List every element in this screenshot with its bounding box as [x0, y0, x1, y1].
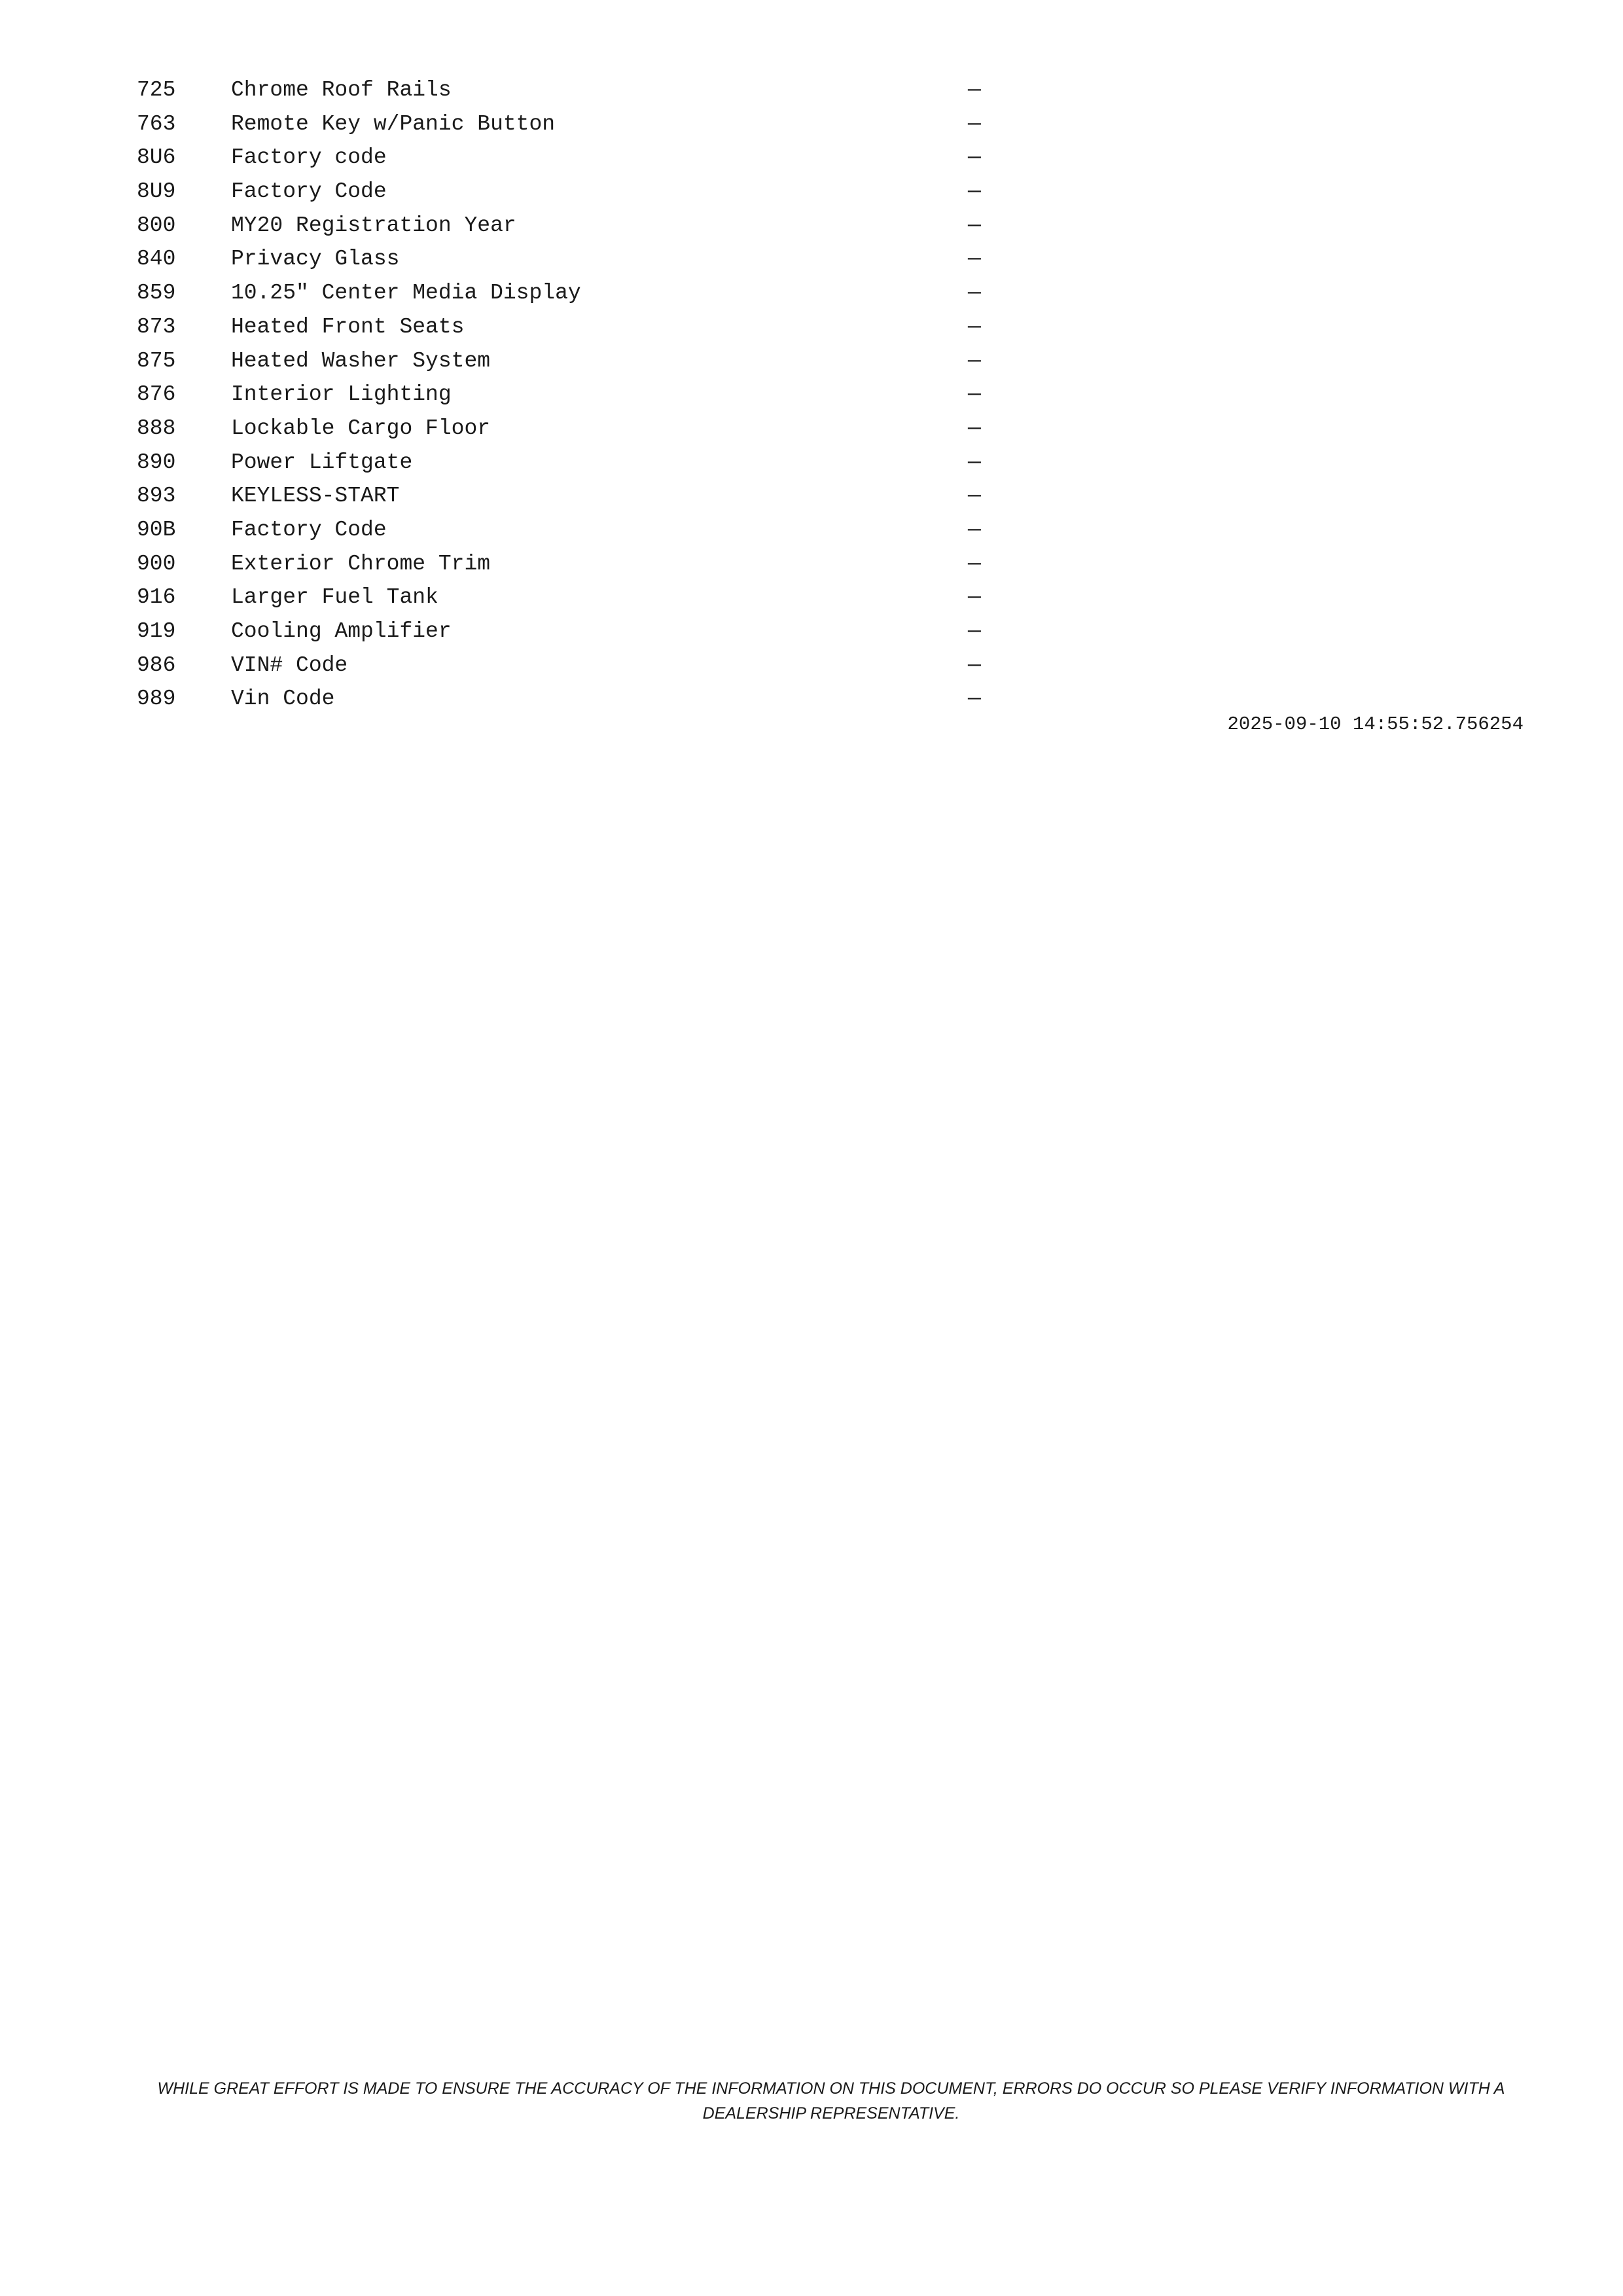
option-row: [137, 175, 988, 209]
option-price: —: [968, 348, 981, 373]
option-price: —: [968, 619, 981, 643]
option-code: 840: [137, 247, 176, 272]
option-code: 919: [137, 619, 176, 643]
option-row: [137, 378, 988, 412]
option-description: Power Liftgate: [231, 450, 413, 475]
option-row: [137, 310, 988, 344]
option-description: Cooling Amplifier: [231, 619, 452, 643]
option-description: 10.25" Center Media Display: [231, 281, 581, 306]
option-code: 986: [137, 653, 176, 677]
option-row: [137, 344, 988, 378]
option-price: —: [968, 78, 981, 102]
option-description: Privacy Glass: [231, 247, 400, 272]
option-code: 8U9: [137, 179, 176, 204]
option-description: Factory Code: [231, 179, 387, 204]
option-description: Chrome Roof Rails: [231, 78, 452, 102]
option-price: —: [968, 551, 981, 576]
option-price: —: [968, 585, 981, 610]
option-price: —: [968, 687, 981, 711]
option-row: [137, 615, 988, 649]
option-price: —: [968, 653, 981, 677]
option-code: 800: [137, 213, 176, 238]
option-description: Exterior Chrome Trim: [231, 551, 491, 576]
option-description: MY20 Registration Year: [231, 213, 516, 238]
option-price: —: [968, 484, 981, 509]
option-price: —: [968, 145, 981, 170]
option-description: Larger Fuel Tank: [231, 585, 438, 610]
option-description: Heated Washer System: [231, 348, 491, 373]
generated-timestamp: 2025-09-10 14:55:52.756254: [1227, 713, 1524, 735]
option-row: [137, 682, 988, 716]
option-description: Vin Code: [231, 687, 335, 711]
option-code: 900: [137, 551, 176, 576]
option-price: —: [968, 111, 981, 136]
option-code: 763: [137, 111, 176, 136]
option-row: [137, 412, 988, 446]
option-code: 859: [137, 281, 176, 306]
option-row: [137, 581, 988, 615]
option-price: —: [968, 247, 981, 272]
option-description: Heated Front Seats: [231, 314, 465, 339]
option-description: VIN# Code: [231, 653, 348, 677]
option-code: 873: [137, 314, 176, 339]
option-code: 916: [137, 585, 176, 610]
option-price: —: [968, 281, 981, 306]
option-row: [137, 446, 988, 480]
option-row: [137, 649, 988, 683]
option-price: —: [968, 450, 981, 475]
option-description: Remote Key w/Panic Button: [231, 111, 556, 136]
option-description: KEYLESS-START: [231, 484, 400, 509]
option-row: [137, 242, 988, 276]
option-code: 893: [137, 484, 176, 509]
option-row: [137, 141, 988, 175]
option-description: Interior Lighting: [231, 382, 452, 407]
option-row: [137, 73, 988, 107]
option-code: 8U6: [137, 145, 176, 170]
option-code: 875: [137, 348, 176, 373]
option-price: —: [968, 517, 981, 542]
option-price: —: [968, 213, 981, 238]
option-description: Lockable Cargo Floor: [231, 416, 491, 440]
option-price: —: [968, 382, 981, 407]
option-code: 989: [137, 687, 176, 711]
option-row: [137, 547, 988, 581]
option-price: —: [968, 416, 981, 440]
option-row: [137, 209, 988, 243]
option-code: 725: [137, 78, 176, 102]
option-row: [137, 107, 988, 141]
option-code: 876: [137, 382, 176, 407]
option-price: —: [968, 314, 981, 339]
option-price: —: [968, 179, 981, 204]
option-row: [137, 276, 988, 310]
options-list: [137, 73, 988, 716]
option-description: Factory code: [231, 145, 387, 170]
option-description: Factory Code: [231, 517, 387, 542]
disclaimer-text: WHILE GREAT EFFORT IS MADE TO ENSURE THE ACCURACY OF THE INFORMATION ON THIS DOCUMENT, ERRORS DO OCCUR SO PLEASE VERIFY INFORMATION WITH A DEALERSHIP REPRESENTATIVE.: [157, 2079, 1505, 2123]
option-code: 890: [137, 450, 176, 475]
option-row: [137, 479, 988, 513]
option-row: [137, 513, 988, 547]
option-code: 90B: [137, 517, 176, 542]
option-code: 888: [137, 416, 176, 440]
